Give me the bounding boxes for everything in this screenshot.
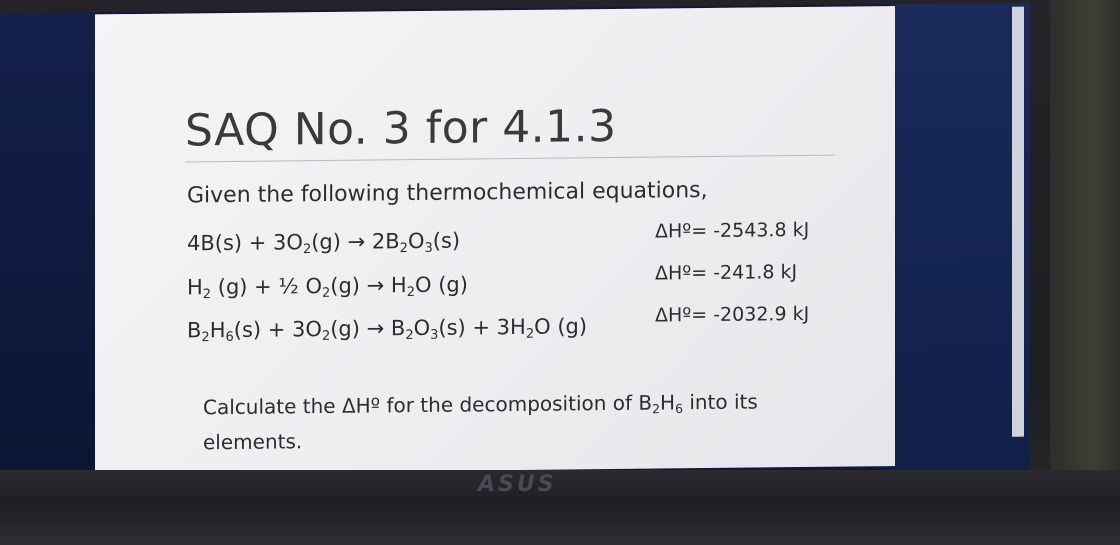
- question-part: H: [660, 390, 676, 415]
- equation-2: [187, 272, 468, 302]
- eq3-part: O: [413, 315, 431, 341]
- laptop-base: [0, 470, 1120, 545]
- eq3-part: (s) + 3H: [438, 314, 526, 340]
- equation-3: [187, 314, 587, 345]
- equation-3-enthalpy: ΔHº= -2032.9 kJ: [655, 302, 810, 327]
- equation-1-enthalpy: ΔHº= -2543.8 kJ: [655, 218, 810, 243]
- eq2-part: H: [187, 275, 203, 300]
- question-sub: 2: [652, 401, 661, 417]
- eq1-part: 4B(s) + 3O: [187, 230, 303, 256]
- screen-left-panel: [0, 12, 95, 483]
- eq3-sub: 3: [430, 327, 439, 343]
- eq2-part: O (g): [415, 272, 468, 298]
- eq2-part: (g) + ½ O: [211, 274, 322, 300]
- eq3-sub: 6: [225, 329, 234, 345]
- background-surface: [1050, 0, 1120, 545]
- presentation-slide: [95, 6, 895, 474]
- question-part: into its elements.: [203, 389, 758, 454]
- question-sub: 6: [675, 400, 683, 417]
- eq3-sub: 2: [201, 330, 210, 346]
- eq1-sub: 2: [399, 241, 408, 257]
- eq3-sub: 2: [321, 328, 331, 344]
- eq2-sub: 2: [406, 284, 415, 301]
- equation-2-enthalpy: ΔHº= -241.8 kJ: [655, 261, 798, 285]
- eq1-sub: 3: [424, 240, 433, 256]
- eq3-part: (g) → B: [330, 316, 406, 341]
- title-divider: [185, 155, 835, 163]
- eq2-part: (g) → H: [330, 273, 407, 298]
- eq1-sub: 2: [302, 242, 312, 258]
- eq3-part: H: [209, 318, 226, 343]
- intro-text: Given the following thermochemical equations,: [187, 177, 708, 209]
- scrollbar[interactable]: [1012, 7, 1024, 437]
- question-part: Calculate the ΔHº for the decomposition of B: [203, 390, 653, 420]
- eq1-part: (s): [432, 228, 461, 253]
- eq2-sub: 2: [321, 285, 331, 301]
- brand-logo: ASUS: [478, 472, 557, 497]
- slide-title: SAQ No. 3 for 4.1.3: [185, 100, 617, 157]
- eq3-part: (s) + 3O: [233, 317, 322, 342]
- question-text: [203, 387, 823, 456]
- eq3-part: O (g): [534, 314, 588, 339]
- eq3-part: B: [187, 318, 202, 343]
- eq1-part: O: [407, 228, 425, 254]
- laptop-screen: [0, 3, 1030, 484]
- screen-right-panel: [890, 3, 1030, 474]
- eq3-sub: 2: [525, 326, 535, 342]
- eq1-part: (g) → 2B: [311, 229, 400, 255]
- eq3-sub: 2: [405, 327, 414, 344]
- equation-1: [187, 229, 460, 259]
- eq2-sub: 2: [202, 287, 212, 303]
